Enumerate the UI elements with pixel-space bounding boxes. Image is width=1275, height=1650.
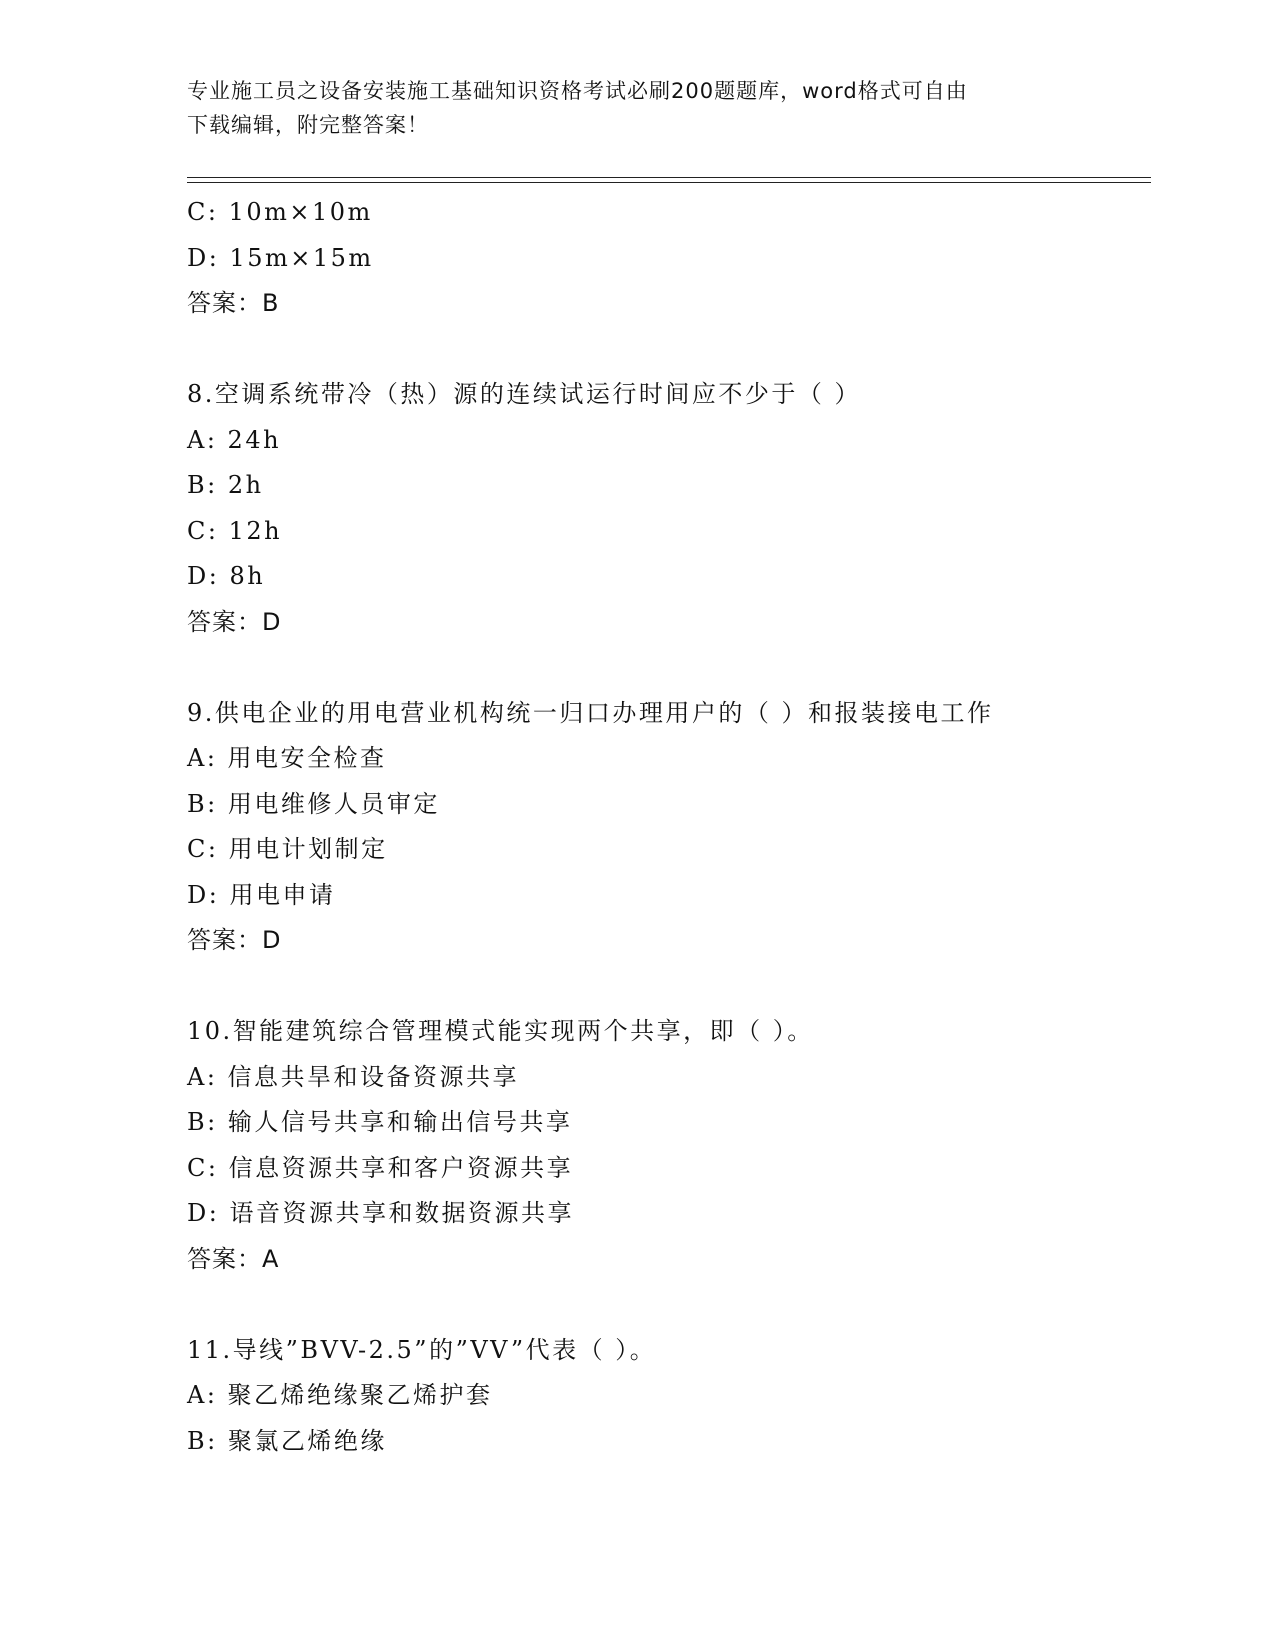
option-c: C: 12h	[187, 516, 283, 545]
question-spacer	[187, 964, 1147, 1010]
question-block-8	[187, 372, 1147, 645]
question-block-9	[187, 691, 1147, 964]
question-block-partial	[187, 190, 1147, 327]
question-block-11	[187, 1328, 1147, 1465]
option-c: C: 信息资源共享和客户资源共享	[187, 1153, 574, 1182]
option-c: C: 10m×10m	[187, 198, 373, 226]
question-spacer	[187, 1282, 1147, 1328]
question-block-10	[187, 1009, 1147, 1282]
option-a: A: 聚乙烯绝缘聚乙烯护套	[187, 1381, 493, 1409]
question-spacer	[187, 645, 1147, 691]
question-stem: 11.导线”BVV-2.5”的”VV”代表（ ）。	[187, 1335, 657, 1364]
header-divider-bottom	[187, 182, 1151, 183]
question-stem: 8.空调系统带冷（热）源的连续试运行时间应不少于（ ）	[187, 380, 862, 408]
option-b: B: 聚氯乙烯绝缘	[187, 1426, 387, 1455]
answer-line: 答案：A	[187, 1244, 280, 1273]
option-a: A: 信息共旱和设备资源共享	[187, 1062, 520, 1091]
option-b: B: 2h	[187, 471, 264, 499]
answer-line: 答案：B	[187, 289, 280, 317]
option-b: B: 用电维修人员审定	[187, 789, 440, 818]
option-d: D: 语音资源共享和数据资源共享	[187, 1199, 574, 1227]
option-b: B: 输人信号共享和输出信号共享	[187, 1108, 573, 1136]
option-d: D: 15m×15m	[187, 243, 374, 272]
header-title-line-1: 专业施工员之设备安装施工基础知识资格考试必刷200题题库，word格式可自由	[187, 79, 968, 103]
option-a: A: 用电安全检查	[187, 744, 387, 772]
answer-line: 答案：D	[187, 607, 282, 636]
question-list	[187, 190, 1147, 1464]
option-d: D: 8h	[187, 562, 266, 590]
header-title-line-2: 下载编辑，附完整答案！	[187, 113, 429, 137]
document-header	[187, 74, 1067, 142]
answer-line: 答案：D	[187, 926, 282, 954]
option-d: D: 用电申请	[187, 880, 336, 909]
question-stem: 10.智能建筑综合管理模式能实现两个共享，即（ ）。	[187, 1017, 814, 1045]
question-spacer	[187, 327, 1147, 373]
option-a: A: 24h	[187, 425, 282, 454]
question-stem: 9.供电企业的用电营业机构统一归口办理用户的（ ）和报装接电工作	[187, 698, 994, 727]
header-divider-top	[187, 177, 1151, 178]
option-c: C: 用电计划制定	[187, 835, 388, 863]
